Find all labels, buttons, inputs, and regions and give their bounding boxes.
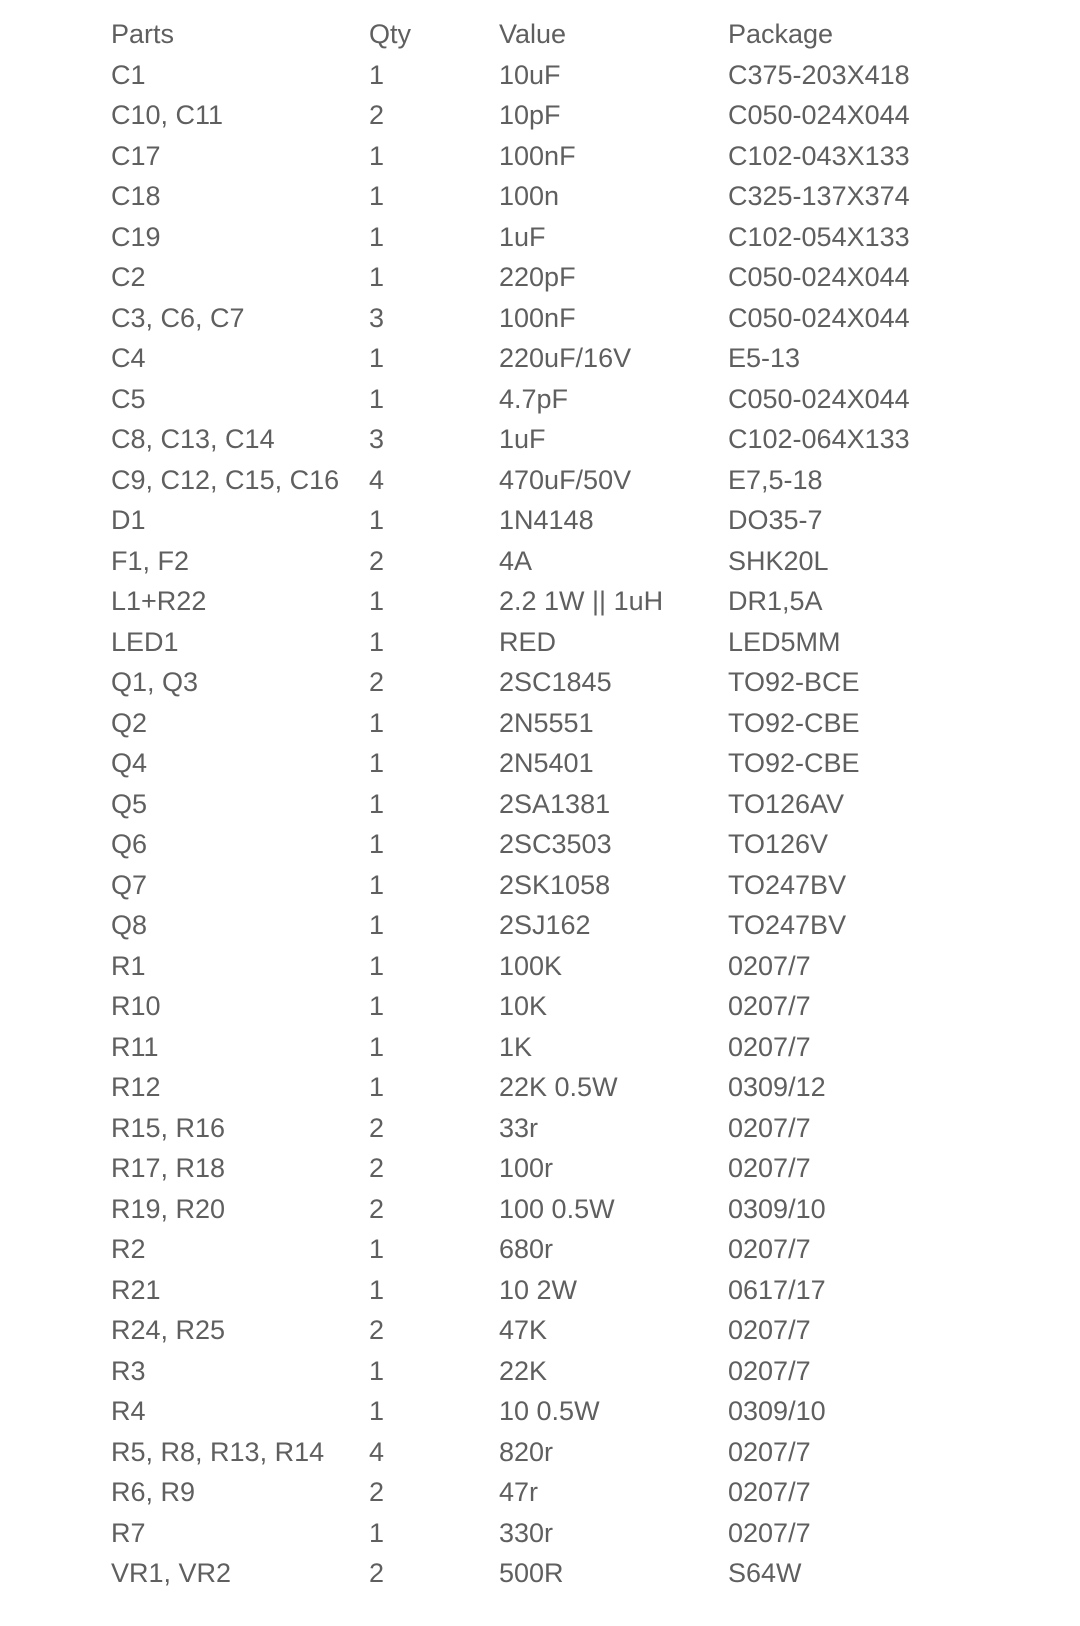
cell-value: 33r — [499, 1112, 539, 1143]
table-row — [0, 1148, 1080, 1189]
cell-value: 100n — [499, 181, 560, 211]
cell-package: C102-054X133 — [728, 221, 910, 252]
table-row — [0, 905, 1080, 946]
cell-value: 330r — [499, 1517, 554, 1548]
cell-parts: R12 — [111, 1072, 161, 1102]
cell-package: C050-024X044 — [728, 302, 910, 333]
parts-list-table — [0, 14, 1080, 1594]
cell-parts: C18 — [111, 181, 161, 211]
cell-parts: L1+R22 — [111, 586, 207, 616]
cell-parts: R5, R8, R13, R14 — [111, 1436, 325, 1467]
cell-qty: 2 — [369, 1315, 385, 1345]
cell-package: TO247BV — [728, 869, 847, 900]
cell-qty: 1 — [369, 140, 385, 171]
table-row — [0, 662, 1080, 703]
cell-parts: R1 — [111, 950, 146, 981]
cell-package: 0309/12 — [728, 1072, 826, 1102]
cell-package: C050-024X044 — [728, 100, 910, 130]
cell-value: 2N5551 — [499, 707, 594, 738]
table-header-row — [0, 14, 1080, 55]
cell-package: 0207/7 — [728, 1031, 811, 1062]
cell-parts: LED1 — [111, 626, 179, 657]
cell-parts: Q1, Q3 — [111, 667, 199, 697]
table-row — [0, 1553, 1080, 1594]
cell-parts: C19 — [111, 221, 161, 252]
table-row — [0, 1391, 1080, 1432]
cell-value: 220pF — [499, 262, 576, 292]
cell-package: C102-043X133 — [728, 140, 910, 171]
table-body — [0, 55, 1080, 1594]
cell-qty: 4 — [369, 464, 385, 495]
cell-value: 10pF — [499, 100, 561, 130]
header-qty: Qty — [369, 19, 412, 49]
cell-qty: 1 — [369, 59, 385, 90]
cell-qty: 1 — [369, 1031, 385, 1062]
cell-parts: R3 — [111, 1355, 146, 1386]
cell-value: 47r — [499, 1477, 539, 1507]
cell-value: 1K — [499, 1031, 533, 1062]
cell-qty: 2 — [369, 1558, 385, 1588]
cell-package: 0207/7 — [728, 950, 811, 981]
cell-package: TO92-CBE — [728, 707, 860, 738]
cell-value: 1N4148 — [499, 505, 594, 535]
cell-qty: 1 — [369, 707, 385, 738]
cell-value: 2SK1058 — [499, 869, 611, 900]
table-row — [0, 217, 1080, 258]
cell-parts: C3, C6, C7 — [111, 302, 245, 333]
cell-parts: R15, R16 — [111, 1112, 226, 1143]
cell-qty: 1 — [369, 505, 385, 535]
cell-value: 2N5401 — [499, 748, 594, 778]
table-row — [0, 1432, 1080, 1473]
cell-value: 1uF — [499, 221, 546, 252]
cell-value: 10 0.5W — [499, 1396, 600, 1426]
cell-qty: 3 — [369, 302, 385, 333]
header-parts: Parts — [111, 19, 175, 49]
table-row — [0, 500, 1080, 541]
cell-parts: R11 — [111, 1031, 159, 1062]
cell-parts: Q4 — [111, 748, 148, 778]
cell-parts: Q6 — [111, 829, 148, 859]
cell-qty: 1 — [369, 343, 385, 373]
cell-parts: C2 — [111, 262, 146, 292]
table-row — [0, 1229, 1080, 1270]
cell-value: 2SA1381 — [499, 788, 611, 819]
cell-value: 2SC3503 — [499, 829, 612, 859]
cell-qty: 2 — [369, 100, 385, 130]
cell-package: 0309/10 — [728, 1193, 826, 1224]
cell-qty: 2 — [369, 1477, 385, 1507]
cell-parts: R6, R9 — [111, 1477, 196, 1507]
cell-package: 0617/17 — [728, 1274, 826, 1305]
cell-parts: C10, C11 — [111, 100, 224, 130]
cell-value: 100nF — [499, 302, 576, 333]
table-row — [0, 824, 1080, 865]
cell-qty: 1 — [369, 626, 385, 657]
cell-value: 100K — [499, 950, 563, 981]
table-row — [0, 460, 1080, 501]
cell-qty: 3 — [369, 424, 385, 454]
table-row — [0, 95, 1080, 136]
cell-parts: C4 — [111, 343, 146, 373]
cell-qty: 1 — [369, 748, 385, 778]
cell-qty: 2 — [369, 667, 385, 697]
table-row — [0, 865, 1080, 906]
cell-parts: R19, R20 — [111, 1193, 226, 1224]
cell-qty: 1 — [369, 1234, 385, 1264]
table-row — [0, 338, 1080, 379]
cell-value: 22K 0.5W — [499, 1072, 618, 1102]
table-row — [0, 1270, 1080, 1311]
cell-package: E7,5-18 — [728, 464, 823, 495]
cell-qty: 4 — [369, 1436, 385, 1467]
cell-parts: VR1, VR2 — [111, 1558, 232, 1588]
cell-qty: 1 — [369, 829, 385, 859]
table-row — [0, 55, 1080, 96]
cell-value: 4.7pF — [499, 383, 569, 414]
table-row — [0, 136, 1080, 177]
table-row — [0, 1189, 1080, 1230]
cell-parts: C8, C13, C14 — [111, 424, 275, 454]
cell-parts: R2 — [111, 1234, 146, 1264]
table-row — [0, 379, 1080, 420]
table-row — [0, 541, 1080, 582]
table-row — [0, 419, 1080, 460]
cell-parts: C1 — [111, 59, 146, 90]
cell-package: SHK20L — [728, 545, 829, 576]
cell-parts: R10 — [111, 991, 161, 1021]
cell-package: TO92-BCE — [728, 667, 860, 697]
cell-qty: 2 — [369, 1193, 385, 1224]
cell-value: 100 0.5W — [499, 1193, 615, 1224]
cell-package: 0207/7 — [728, 1517, 811, 1548]
cell-package: 0207/7 — [728, 1112, 811, 1143]
cell-package: C050-024X044 — [728, 262, 910, 292]
cell-package: C375-203X418 — [728, 59, 910, 90]
cell-parts: D1 — [111, 505, 146, 535]
header-package: Package — [728, 19, 834, 49]
table-row — [0, 257, 1080, 298]
cell-parts: R24, R25 — [111, 1315, 226, 1345]
cell-value: 2SJ162 — [499, 910, 591, 940]
cell-qty: 1 — [369, 1072, 385, 1102]
cell-package: 0207/7 — [728, 1477, 811, 1507]
cell-package: 0207/7 — [728, 1355, 811, 1386]
cell-qty: 2 — [369, 1112, 385, 1143]
cell-value: 4A — [499, 545, 533, 576]
cell-qty: 1 — [369, 869, 385, 900]
cell-package: LED5MM — [728, 626, 841, 657]
cell-package: C050-024X044 — [728, 383, 910, 414]
cell-qty: 1 — [369, 991, 385, 1021]
cell-value: 10uF — [499, 59, 561, 90]
table-row — [0, 946, 1080, 987]
cell-parts: Q8 — [111, 910, 148, 940]
cell-value: 1uF — [499, 424, 546, 454]
cell-package: 0207/7 — [728, 1153, 811, 1183]
cell-parts: R21 — [111, 1274, 161, 1305]
cell-qty: 1 — [369, 586, 385, 616]
table-row — [0, 1108, 1080, 1149]
table-row — [0, 703, 1080, 744]
table-row — [0, 1472, 1080, 1513]
cell-value: 47K — [499, 1315, 548, 1345]
cell-package: TO92-CBE — [728, 748, 860, 778]
cell-qty: 1 — [369, 262, 385, 292]
cell-package: C102-064X133 — [728, 424, 910, 454]
cell-parts: C5 — [111, 383, 146, 414]
cell-value: 470uF/50V — [499, 464, 632, 495]
cell-parts: F1, F2 — [111, 545, 190, 576]
cell-package: 0207/7 — [728, 1234, 811, 1264]
cell-package: 0207/7 — [728, 1315, 811, 1345]
cell-value: 2.2 1W || 1uH — [499, 586, 664, 616]
cell-value: 680r — [499, 1234, 554, 1264]
cell-parts: C9, C12, C15, C16 — [111, 464, 340, 495]
table-row — [0, 176, 1080, 217]
cell-package: 0207/7 — [728, 991, 811, 1021]
cell-value: 220uF/16V — [499, 343, 632, 373]
cell-value: 100r — [499, 1153, 554, 1183]
cell-package: TO126V — [728, 829, 829, 859]
cell-parts: Q7 — [111, 869, 148, 900]
table-row — [0, 1310, 1080, 1351]
cell-package: 0207/7 — [728, 1436, 811, 1467]
cell-package: DO35-7 — [728, 505, 823, 535]
cell-package: DR1,5A — [728, 586, 823, 616]
table-row — [0, 1513, 1080, 1554]
table-row — [0, 784, 1080, 825]
cell-package: TO247BV — [728, 910, 847, 940]
header-value: Value — [499, 19, 567, 49]
cell-qty: 1 — [369, 788, 385, 819]
cell-parts: Q5 — [111, 788, 148, 819]
table-row — [0, 986, 1080, 1027]
cell-value: RED — [499, 626, 557, 657]
cell-value: 820r — [499, 1436, 554, 1467]
cell-qty: 1 — [369, 910, 385, 940]
cell-package: 0309/10 — [728, 1396, 826, 1426]
cell-value: 500R — [499, 1558, 564, 1588]
cell-value: 10 2W — [499, 1274, 578, 1305]
cell-parts: C17 — [111, 140, 161, 171]
cell-qty: 1 — [369, 383, 385, 414]
cell-package: C325-137X374 — [728, 181, 910, 211]
cell-qty: 1 — [369, 1396, 385, 1426]
table-row — [0, 1027, 1080, 1068]
table-row — [0, 1351, 1080, 1392]
cell-qty: 1 — [369, 221, 385, 252]
cell-qty: 1 — [369, 1355, 385, 1386]
cell-qty: 1 — [369, 181, 385, 211]
cell-qty: 1 — [369, 1517, 385, 1548]
cell-package: E5-13 — [728, 343, 801, 373]
cell-qty: 1 — [369, 950, 385, 981]
cell-value: 100nF — [499, 140, 576, 171]
table-row — [0, 743, 1080, 784]
cell-parts: R17, R18 — [111, 1153, 226, 1183]
table-row — [0, 622, 1080, 663]
cell-parts: R7 — [111, 1517, 146, 1548]
cell-package: TO126AV — [728, 788, 845, 819]
cell-value: 2SC1845 — [499, 667, 612, 697]
cell-qty: 1 — [369, 1274, 385, 1305]
table-row — [0, 581, 1080, 622]
cell-package: S64W — [728, 1558, 802, 1588]
cell-value: 10K — [499, 991, 548, 1021]
cell-parts: Q2 — [111, 707, 148, 738]
cell-qty: 2 — [369, 1153, 385, 1183]
cell-value: 22K — [499, 1355, 548, 1386]
table-row — [0, 298, 1080, 339]
cell-parts: R4 — [111, 1396, 146, 1426]
cell-qty: 2 — [369, 545, 385, 576]
table-row — [0, 1067, 1080, 1108]
